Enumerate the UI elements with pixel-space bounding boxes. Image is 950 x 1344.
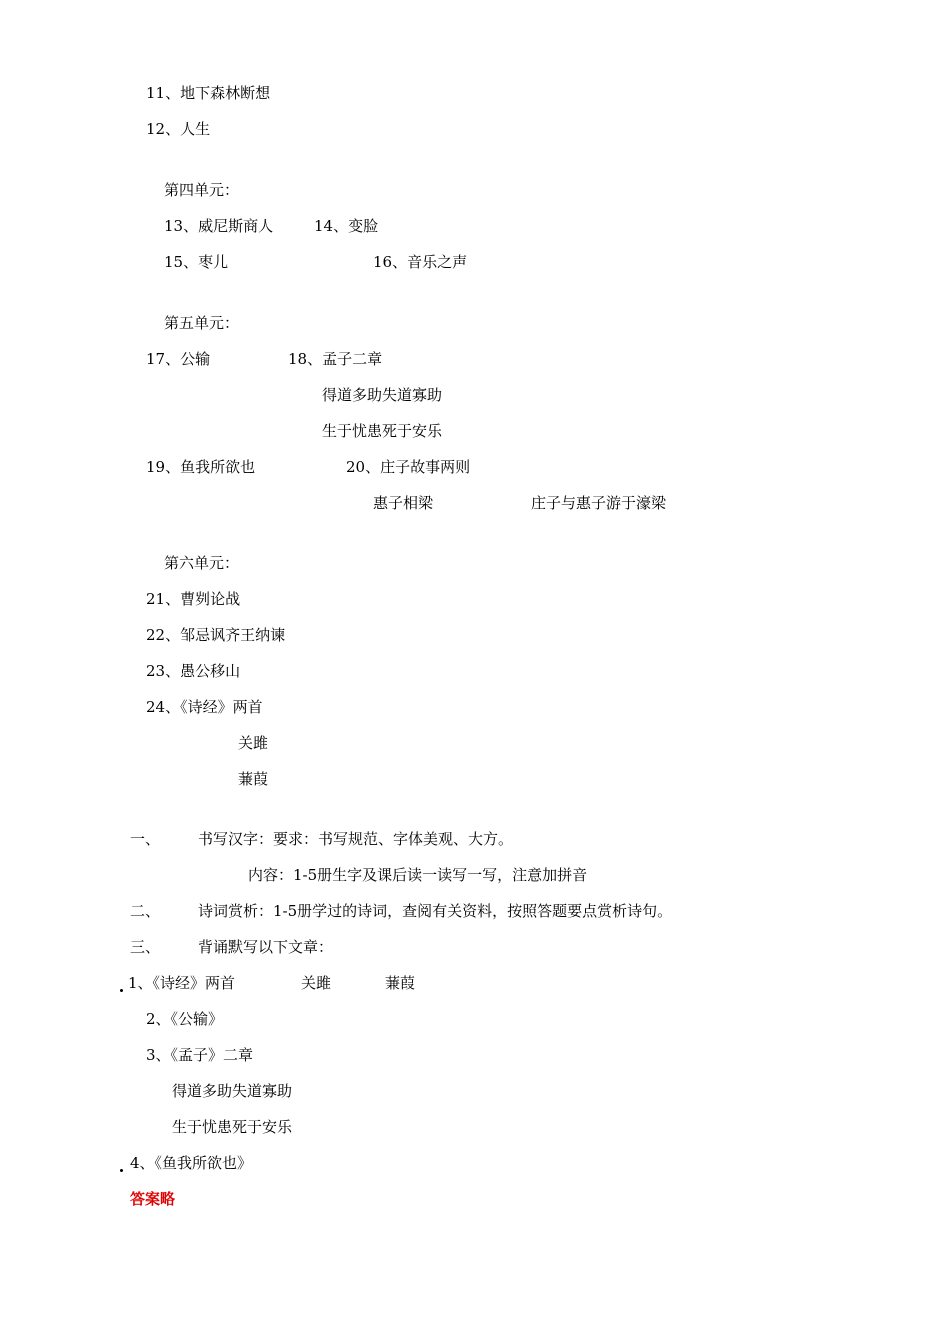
recite-item-3: 3、《孟子》二章 xyxy=(146,1046,254,1064)
lesson-15: 15、枣儿 xyxy=(164,253,229,271)
lesson-12: 12、人生 xyxy=(146,120,211,138)
bullet-dot xyxy=(120,1169,123,1172)
lesson-20-part-2: 庄子与惠子游于濠梁 xyxy=(531,494,667,512)
lesson-17: 17、公输 xyxy=(146,350,211,368)
recite-item-2: 2、《公输》 xyxy=(146,1010,224,1028)
unit-4-heading: 第四单元： xyxy=(164,181,240,199)
task-1-text: 书写汉字：要求：书写规范、字体美观、大方。 xyxy=(198,830,514,848)
lesson-18-part-1: 得道多助失道寡助 xyxy=(322,386,443,404)
recite-item-3-part-1: 得道多助失道寡助 xyxy=(172,1082,293,1100)
lesson-19: 19、鱼我所欲也 xyxy=(146,458,256,476)
task-3-text: 背诵默写以下文章： xyxy=(198,938,334,956)
lesson-14: 14、变脸 xyxy=(314,217,379,235)
recite-item-3-part-2: 生于忧患死于安乐 xyxy=(172,1118,293,1136)
recite-item-1-part-1: 关雎 xyxy=(301,974,332,992)
unit-6-heading: 第六单元： xyxy=(164,554,240,572)
recite-item-1: 1、《诗经》两首 xyxy=(128,974,236,992)
lesson-20: 20、庄子故事两则 xyxy=(346,458,471,476)
lesson-18: 18、孟子二章 xyxy=(288,350,383,368)
task-2-number: 二、 xyxy=(130,902,161,920)
lesson-20-part-1: 惠子相梁 xyxy=(373,494,434,512)
task-2-text: 诗词赏析：1-5册学过的诗词，查阅有关资料，按照答题要点赏析诗句。 xyxy=(198,902,673,920)
lesson-23: 23、愚公移山 xyxy=(146,662,241,680)
recite-item-4: 4、《鱼我所欲也》 xyxy=(130,1154,253,1172)
task-1-number: 一、 xyxy=(130,830,161,848)
lesson-24-part-2: 蒹葭 xyxy=(238,770,269,788)
lesson-21: 21、曹刿论战 xyxy=(146,590,241,608)
lesson-13: 13、威尼斯商人 xyxy=(164,217,274,235)
task-3-number: 三、 xyxy=(130,938,161,956)
recite-item-1-part-2: 蒹葭 xyxy=(385,974,416,992)
answer-note: 答案略 xyxy=(130,1190,176,1208)
lesson-24: 24、《诗经》两首 xyxy=(146,698,263,716)
task-1-content: 内容：1-5册生字及课后读一读写一写，注意加拼音 xyxy=(248,866,588,884)
bullet-dot xyxy=(120,989,123,992)
lesson-18-part-2: 生于忧患死于安乐 xyxy=(322,422,443,440)
lesson-16: 16、音乐之声 xyxy=(373,253,468,271)
lesson-11: 11、地下森林断想 xyxy=(146,84,271,102)
lesson-24-part-1: 关雎 xyxy=(238,734,269,752)
unit-5-heading: 第五单元： xyxy=(164,314,240,332)
lesson-22: 22、邹忌讽齐王纳谏 xyxy=(146,626,286,644)
